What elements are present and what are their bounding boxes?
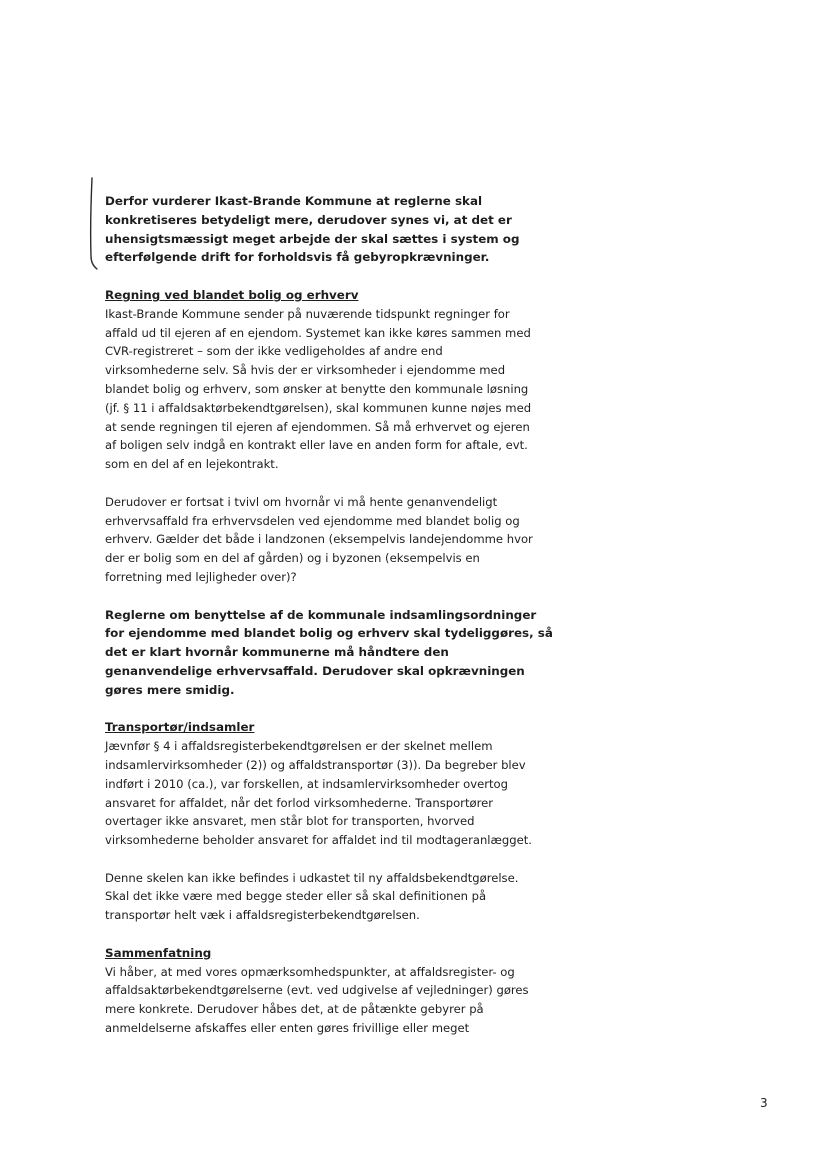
text-line: uhensigtsmæssigt meget arbejde der skal sættes i system og (105, 231, 520, 246)
text-line: anmeldelserne afskaffes eller enten gøres frivillige eller meget (105, 1021, 470, 1036)
text-line: Denne skelen kan ikke befindes i udkastet til ny affaldsbekendtgørelse. (105, 870, 519, 885)
text-line: erhverv. Gælder det både i landzonen (eksempelvis landejendomme hvor (105, 532, 533, 547)
paragraph-transport-1 (105, 737, 575, 850)
text-line: (jf. § 11 i affaldsaktørbekendtgørelsen), skal kommunen kunne nøjes med (105, 400, 532, 415)
text-line: af boligen selv indgå en kontrakt eller lave en anden form for aftale, evt. (105, 438, 528, 453)
text-line: forretning med lejligheder over)? (105, 569, 297, 584)
conclusion-block-1 (105, 192, 575, 267)
text-line: som en del af en lejekontrakt. (105, 457, 279, 472)
text-line: virksomhederne selv. Så hvis der er virksomheder i ejendomme med (105, 363, 506, 378)
text-line: der er bolig som en del af gården) og i byzonen (eksempelvis en (105, 551, 480, 566)
text-line: Skal det ikke være med begge steder eller så skal definitionen på (105, 889, 487, 904)
text-line: Vi håber, at med vores opmærksomhedspunkter, at affaldsregister- og (105, 964, 515, 979)
paragraph-summary-1 (105, 963, 575, 1038)
page-number: 3 (760, 1096, 768, 1110)
text-line: genanvendelige erhvervsaffald. Derudover skal opkrævningen (105, 663, 525, 678)
text-line: Jævnfør § 4 i affaldsregisterbekendtgørelsen er der skelnet mellem (105, 739, 493, 754)
text-line: indført i 2010 (ca.), var forskellen, at indsamlervirksomheder overtog (105, 776, 508, 791)
text-line: CVR-registreret – som der ikke vedligeholdes af andre end (105, 344, 443, 359)
text-line: erhvervsaffald fra erhvervsdelen ved ejendomme med blandet bolig og (105, 513, 520, 528)
text-line: ansvaret for affaldet, når det forlod virksomhederne. Transportører (105, 795, 493, 810)
handwritten-margin-mark (86, 176, 100, 272)
document-body (105, 192, 575, 1038)
section-heading-mixed: Regning ved blandet bolig og erhverv (105, 287, 359, 302)
text-line: konkretiseres betydeligt mere, derudover synes vi, at det er (105, 212, 512, 227)
text-line: gøres mere smidig. (105, 682, 235, 697)
text-line: for ejendomme med blandet bolig og erhverv skal tydeliggøres, så (105, 626, 553, 641)
text-line: Derudover er fortsat i tvivl om hvornår vi må hente genanvendeligt (105, 494, 498, 509)
text-line: mere konkrete. Derudover håbes det, at de påtænkte gebyrer på (105, 1002, 484, 1017)
text-line: at sende regningen til ejeren af ejendommen. Så må erhvervet og ejeren (105, 419, 530, 434)
text-line: Reglerne om benyttelse af de kommunale indsamlingsordninger (105, 607, 537, 622)
text-line: efterfølgende drift for forholdsvis få gebyropkrævninger. (105, 250, 490, 265)
section-heading-summary: Sammenfatning (105, 945, 212, 960)
text-line: indsamlervirksomheder (2)) og affaldstransportør (3)). Da begreber blev (105, 757, 526, 772)
text-line: affaldsaktørbekendtgørelserne (evt. ved udgivelse af vejledninger) gøres (105, 983, 529, 998)
text-line: transportør helt væk i affaldsregisterbekendtgørelsen. (105, 908, 420, 923)
text-line: Ikast-Brande Kommune sender på nuværende tidspunkt regninger for (105, 306, 510, 321)
paragraph-mixed-2 (105, 493, 575, 587)
section-heading-transport: Transportør/indsamler (105, 720, 255, 735)
paragraph-transport-2 (105, 869, 575, 925)
text-line: det er klart hvornår kommunerne må håndtere den (105, 645, 449, 660)
text-line: overtager ikke ansvaret, men står blot for transporten, hvorved (105, 814, 475, 829)
paragraph-mixed-1 (105, 305, 575, 474)
text-line: blandet bolig og erhverv, som ønsker at benytte den kommunale løsning (105, 381, 529, 396)
text-line: virksomhederne beholder ansvaret for affaldet ind til modtageranlægget. (105, 833, 532, 848)
text-line: Derfor vurderer Ikast-Brande Kommune at reglerne skal (105, 194, 483, 208)
conclusion-block-mixed (105, 606, 575, 700)
text-line: affald ud til ejeren af en ejendom. Systemet kan ikke køres sammen med (105, 325, 531, 340)
